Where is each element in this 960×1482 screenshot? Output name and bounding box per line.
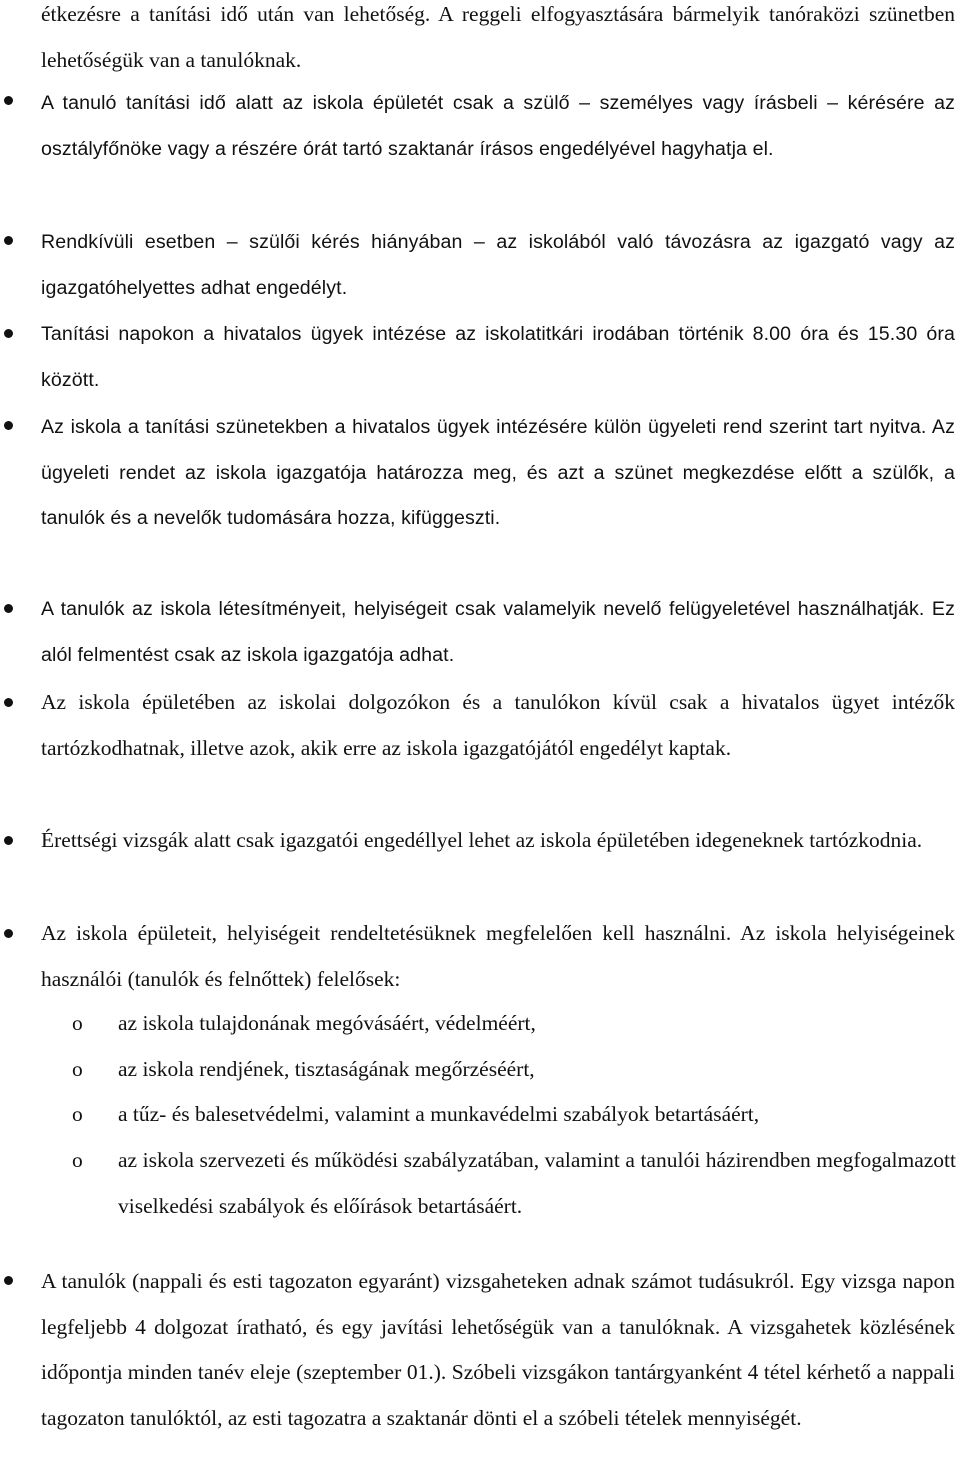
bullet-item-5: A tanulók az iskola létesítményeit, helyiségeit csak valamelyik nevelő felügyeletével használhatják. Ez alól felmentést csak az iskola igazgatója adhat. xyxy=(41,598,955,666)
bullet-item-8: Az iskola épületeit, helyiségeit rendeltetésüknek megfelelően kell használni. Az iskola helyiségeinek használói (tanulók és felnőttek) felelősek: xyxy=(41,921,955,991)
intro-paragraph: étkezésre a tanítási idő után van lehetőség. A reggeli elfogyasztására bármelyik tanóraközi szünetben lehetőségük van a tanulóknak. xyxy=(41,2,955,72)
bullet-dot xyxy=(4,96,13,105)
bullet-dot xyxy=(4,1276,13,1285)
sub-list-marker: o xyxy=(72,1011,83,1035)
sub-list-marker: o xyxy=(72,1148,83,1172)
bullet-item-7: Érettségi vizsgák alatt csak igazgatói engedéllyel lehet az iskola épületében idegeneknek tartózkodnia. xyxy=(41,828,923,852)
sub-list-marker: o xyxy=(72,1102,83,1126)
bullet-item-3: Tanítási napokon a hivatalos ügyek intézése az iskolatitkári irodában történik 8.00 óra és 15.30 óra között. xyxy=(41,323,955,391)
bullet-dot xyxy=(4,329,13,338)
sub-list-marker: o xyxy=(72,1057,83,1081)
sub-list-item-2: az iskola rendjének, tisztaságának megőrzéséért, xyxy=(118,1057,535,1081)
bullet-item-2: Rendkívüli esetben – szülői kérés hiányában – az iskolából való távozásra az igazgató vagy az igazgatóhelyettes adhat engedélyt. xyxy=(41,231,955,299)
bullet-item-6: Az iskola épületében az iskolai dolgozókon és a tanulókon kívül csak a hivatalos ügyet intézők tartózkodhatnak, illetve azok, akik erre az iskola igazgatójától engedélyt kaptak. xyxy=(41,690,955,760)
sub-list-item-3: a tűz- és balesetvédelmi, valamint a munkavédelmi szabályok betartásáért, xyxy=(118,1102,760,1126)
bullet-dot xyxy=(4,421,13,430)
bullet-dot xyxy=(4,836,13,845)
sub-list-item-1: az iskola tulajdonának megóvásáért, védelméért, xyxy=(118,1011,536,1035)
bullet-dot xyxy=(4,236,13,245)
bullet-dot xyxy=(4,929,13,938)
sub-list-item-4: az iskola szervezeti és működési szabályzatában, valamint a tanulói házirendben megfogalmazott viselkedési szabályok és előírások betartásáért. xyxy=(118,1148,956,1218)
bullet-item-1: A tanuló tanítási idő alatt az iskola épületét csak a szülő – személyes vagy írásbeli – kérésére az osztályfőnöke vagy a részére órát tartó szaktanár írásos engedélyével hagyhatja el. xyxy=(41,92,955,160)
bullet-dot xyxy=(4,604,13,613)
bullet-item-4: Az iskola a tanítási szünetekben a hivatalos ügyek intézésére külön ügyeleti rend szerint tart nyitva. Az ügyeleti rendet az iskola igazgatója határozza meg, és azt a szünet megkezdése előtt a szülők, a tanulók és a nevelők tudomására hozza, kifüggeszti. xyxy=(41,416,955,529)
bullet-dot xyxy=(4,698,13,707)
bullet-item-9: A tanulók (nappali és esti tagozaton egyaránt) vizsgaheteken adnak számot tudásukról. Egy vizsga napon legfeljebb 4 dolgozat íratható, és egy javítási lehetőségük van a tanulóknak. A vizsgahetek közlésének időpontja minden tanév eleje (szeptember 01.). Szóbeli vizsgákon tantárgyanként 4 tétel kérhető a nappali tagozaton tanulóktól, az esti tagozatra a szaktanár dönti el a szóbeli tételek mennyiségét. xyxy=(41,1269,955,1430)
